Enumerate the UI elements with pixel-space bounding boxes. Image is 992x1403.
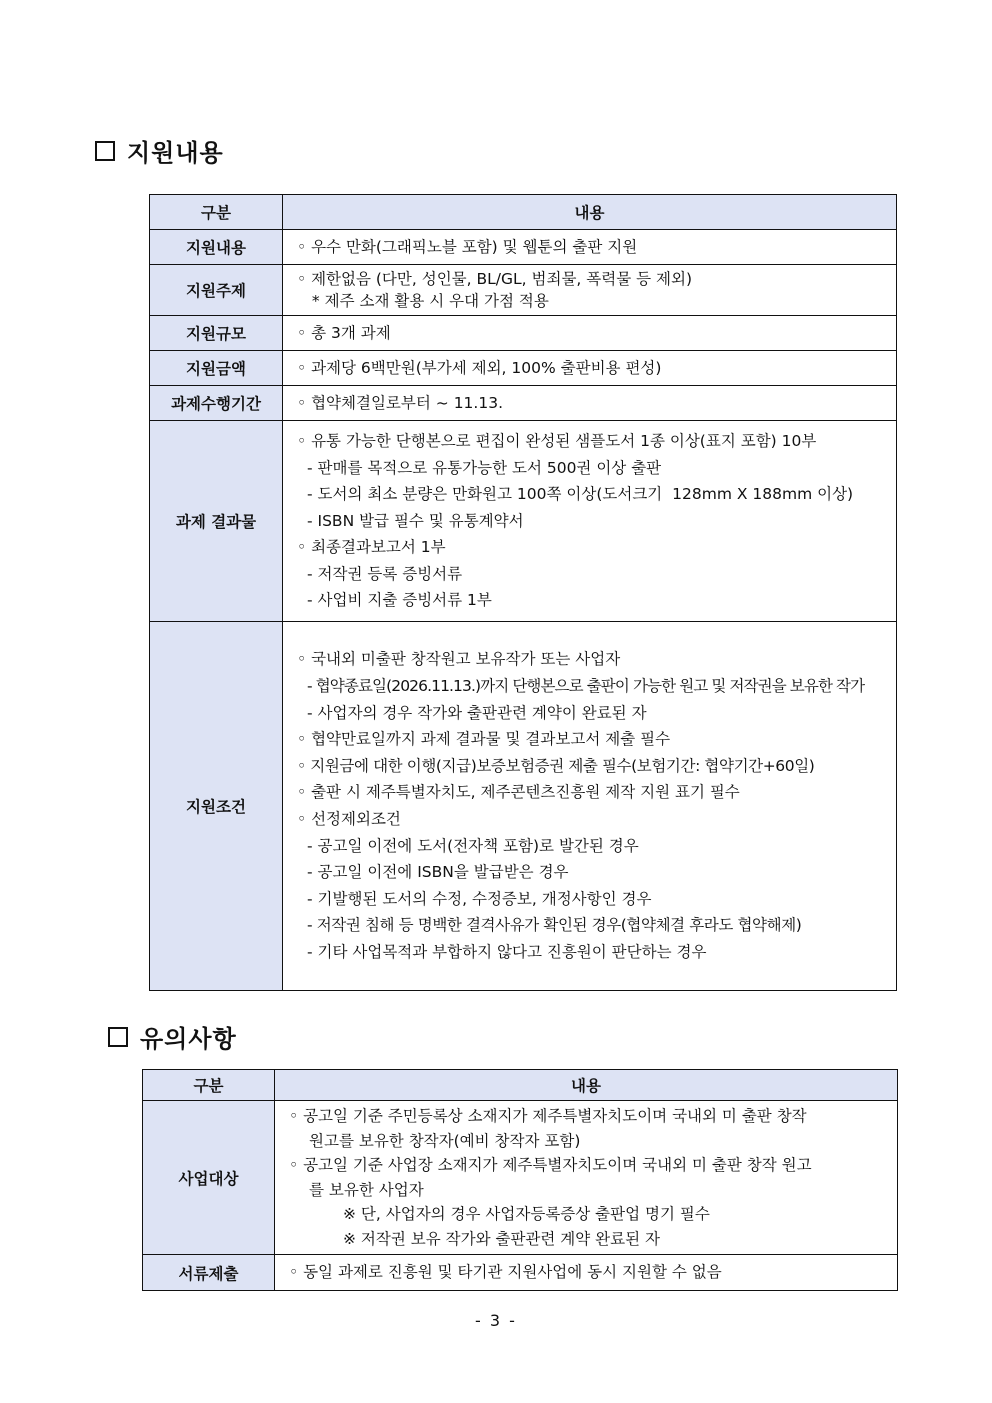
content-line: 원고를 보유한 창작자(예비 창작자 포함): [309, 1131, 581, 1150]
content-line: ◦ 동일 과제로 진흥원 및 타기관 지원사업에 동시 지원할 수 없음: [289, 1263, 722, 1282]
content-line: ◦ 협약만료일까지 과제 결과물 및 결과보고서 제출 필수: [297, 730, 671, 749]
content-line: - 기발행된 도서의 수정, 수정증보, 개정사항인 경우: [307, 889, 652, 908]
header-content: 내용: [283, 195, 897, 230]
table-row: [143, 1101, 898, 1255]
section-title-support-content: [95, 133, 224, 168]
table-header-row: [150, 195, 897, 230]
row-content: [283, 421, 897, 622]
content-line: - 사업자의 경우 작가와 출판관련 계약이 완료된 자: [307, 703, 647, 722]
row-content: [275, 1255, 898, 1291]
row-content: [283, 230, 897, 265]
row-label: 사업대상: [143, 1101, 275, 1255]
section-title-text: 지원내용: [127, 139, 224, 167]
section-title-text: 유의사항: [140, 1025, 237, 1053]
table-header-row: [143, 1070, 898, 1101]
table-row: [150, 230, 897, 265]
content-line: ◦ 지원금에 대한 이행(지급)보증보험증권 제출 필수(보험기간: 협약기간+60일): [297, 756, 815, 775]
content-line: ◦ 총 3개 과제: [297, 323, 391, 342]
row-label: 지원조건: [150, 622, 283, 991]
section-title-notes: [108, 1019, 237, 1054]
row-content: [283, 386, 897, 421]
content-line: - 도서의 최소 분량은 만화원고 100쪽 이상(도서크기 128mm X 188mm 이상): [307, 485, 854, 504]
row-label: 과제 결과물: [150, 421, 283, 622]
row-content: [283, 265, 897, 316]
row-content: [283, 316, 897, 351]
content-line: ◦ 공고일 기준 주민등록상 소재지가 제주특별자치도이며 국내외 미 출판 창작: [289, 1107, 807, 1125]
checkbox-icon: [108, 1027, 128, 1047]
table-row: [150, 265, 897, 316]
table-row: [150, 386, 897, 421]
checkbox-icon: [95, 141, 115, 161]
content-line: - 저작권 등록 증빙서류: [307, 564, 463, 583]
row-content: [283, 351, 897, 386]
content-line: ◦ 제한없음 (다만, 성인물, BL/GL, 범죄물, 폭력물 등 제외): [297, 270, 693, 288]
content-line: 를 보유한 사업자: [309, 1180, 424, 1199]
row-content: [275, 1101, 898, 1255]
support-content-table: [149, 194, 897, 991]
content-line: - 기타 사업목적과 부합하지 않다고 진흥원이 판단하는 경우: [307, 942, 707, 961]
content-line: ※ 단, 사업자의 경우 사업자등록증상 출판업 명기 필수: [343, 1205, 710, 1223]
content-line: ◦ 최종결과보고서 1부: [297, 538, 446, 557]
header-category: 구분: [150, 195, 283, 230]
row-content: [283, 622, 897, 991]
content-line: ◦ 협약체결일로부터 ~ 11.13.: [297, 393, 503, 412]
content-line: - 판매를 목적으로 유통가능한 도서 500권 이상 출판: [307, 458, 662, 477]
row-label: 지원주제: [150, 265, 283, 316]
content-line: - 사업비 지출 증빙서류 1부: [307, 591, 492, 610]
notes-table: [142, 1069, 898, 1291]
content-line: - 공고일 이전에 ISBN을 발급받은 경우: [307, 863, 569, 882]
row-label: 지원내용: [150, 230, 283, 265]
content-line: ◦ 국내외 미출판 창작원고 보유작가 또는 사업자: [297, 650, 621, 669]
row-label: 지원금액: [150, 351, 283, 386]
content-line: ◦ 우수 만화(그래픽노블 포함) 및 웹툰의 출판 지원: [297, 237, 638, 256]
table-row: [150, 351, 897, 386]
row-label: 지원규모: [150, 316, 283, 351]
content-line: - 저작권 침해 등 명백한 결격사유가 확인된 경우(협약체결 후라도 협약해제): [307, 916, 802, 935]
content-line: ◦ 공고일 기준 사업장 소재지가 제주특별자치도이며 국내외 미 출판 창작 원고: [289, 1156, 812, 1174]
content-line: - 협약종료일(2026.11.13.)까지 단행본으로 출판이 가능한 원고 및 저작권을 보유한 작가: [307, 677, 865, 696]
content-line: - ISBN 발급 필수 및 유통계약서: [307, 511, 524, 530]
content-line: ◦ 선정제외조건: [297, 810, 401, 828]
content-line: * 제주 소재 활용 시 우대 가점 적용: [307, 292, 549, 310]
content-line: ◦ 출판 시 제주특별자치도, 제주콘텐츠진흥원 제작 지원 표기 필수: [297, 783, 740, 802]
header-content: 내용: [275, 1070, 898, 1101]
content-line: ※ 저작권 보유 작가와 출판관련 계약 완료된 자: [343, 1229, 660, 1248]
header-category: 구분: [143, 1070, 275, 1101]
page-number: - 3 -: [475, 1311, 517, 1330]
row-label: 서류제출: [143, 1255, 275, 1291]
row-label: 과제수행기간: [150, 386, 283, 421]
table-row: [150, 421, 897, 622]
table-row: [150, 622, 897, 991]
content-line: ◦ 과제당 6백만원(부가세 제외, 100% 출판비용 편성): [297, 358, 662, 377]
table-row: [150, 316, 897, 351]
content-line: ◦ 유통 가능한 단행본으로 편집이 완성된 샘플도서 1종 이상(표지 포함) 10부: [297, 431, 817, 450]
table-row: [143, 1255, 898, 1291]
content-line: - 공고일 이전에 도서(전자책 포함)로 발간된 경우: [307, 836, 639, 855]
